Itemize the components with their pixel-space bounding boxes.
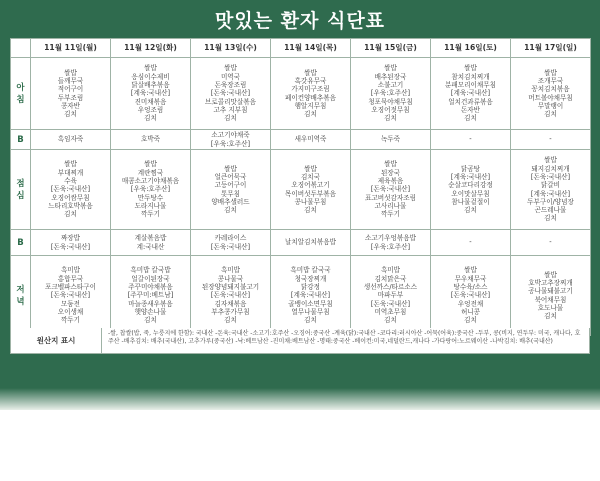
menu-table [10,38,591,336]
menu-cell: 쌀밥 호박고추장찌개 공나물돼불고기 북어채무침 호도나물 김치 [511,256,591,336]
origin-label: 원산지 표시 [11,328,102,353]
day-header: 11월 12일(화) [111,39,191,58]
menu-cell: 짜장밥 [돈육:국내산] [31,230,111,256]
menu-cell: 쌀밥 혹갓유무국 가지미구조림 페이컨양배추볶음 햄알지무침 김치 [271,58,351,130]
menu-cell: 소고기야채죽 [우육:호주산] [191,130,271,150]
menu-cell: 쌀밥 얼큰어묵국 고등어구이 톳무침 양배추샐러드 김치 [191,150,271,230]
menu-cell: 쌀밥 김치국 오징어볶고기 목이버섯두부볶음 콩나물무침 김치 [271,150,351,230]
menu-cell: - [511,230,591,256]
menu-cell: 쌀밥 배추된장국 소불고기 [우육:호주산] 청포묵야채무침 오징어젓무침 김치 [351,58,431,130]
menu-cell: 쌀밥 무우채무국 탕수육/소스 [돈육:국내산] 우엉전채 허니콩 김치 [431,256,511,336]
menu-cell: 쌀밥 조개무국 꽁치김치볶음 머트볼야채무침 무말랭이 김치 [511,58,591,130]
menu-cell: - [431,230,511,256]
menu-cell: 흑미밥 칼국국 청국장찌개 닭강정 [계육:국내산] 골뱅이소면무침 열무나물무침 김치 [271,256,351,336]
meal-row-breakfast [11,58,591,130]
menu-cell: 흑미밥 칼국밥 얼갈이된장국 주꾸미야채볶음 [주꾸미:베트남] 마늘종새우볶음 햇양손나물 김치 [111,256,191,336]
corner-cell [11,39,31,58]
menu-cell: 흑미밥 콩나물국 된장양념돼지불고기 [돈육:국내산] 김자채볶음 부추콩가무침 김치 [191,256,271,336]
menu-cell: 쌀밥 돼지김치찌개 [돈육:국내산] 닭갈비 [계육:국내산] 두부구이/양념장 곤드레나물 김치 [511,150,591,230]
day-header-row [11,39,591,58]
page-bottom [0,410,600,481]
menu-cell: 쌀밥 계란찜국 매콤소고기야채볶음 [우육:호주산] 만두탕수 도라지나물 깍두기 [111,150,191,230]
menu-cell: 계살볶음밥 계:국내산 [111,230,191,256]
day-header: 11월 17일(일) [511,39,591,58]
menu-cell: 흑임자죽 [31,130,111,150]
day-header: 11월 15일(금) [351,39,431,58]
meal-row-lunch [11,150,591,230]
menu-cell: 녹두죽 [351,130,431,150]
meal-label: B [11,130,31,150]
menu-cell: 쌀밥 참치김치찌개 분패모리이채무침 [계육:국내산] 얼치건과류볶음 돈자반 김치 [431,58,511,130]
menu-cell: 새우미역죽 [271,130,351,150]
meal-row-dinner [11,256,591,336]
meal-label: 저 녁 [11,256,31,336]
menu-cell: 카레라이스 [돈육:국내산] [191,230,271,256]
menu-cell: 쌀밥 응심이수제비 닭살배추볶음 [계육:국내산] 진미채볶음 우엉조림 김치 [111,58,191,130]
menu-cell: 소고기우엉볶음밥 [우육:호주산] [351,230,431,256]
menu-cell: - [431,130,511,150]
menu-cell: 쌀밥 미역국 돈육장조림 [돈육:국내산] 브로콜리맛살볶음 고추 지부침 김치 [191,58,271,130]
menu-cell: - [511,130,591,150]
day-header: 11월 16일(토) [431,39,511,58]
day-header: 11월 11일(월) [31,39,111,58]
menu-sheet [10,38,590,354]
origin-text: -쌀, 찹쌀(밥, 죽, 누룽지에 한함): 국내산 -돈육:국내산 -소고기:호주산 -오징어:중국산 -계육(닭):국내산 -코다리:러시아산 -어묵(어육):중국산 -두부, 콩(비지, 연두부: 미국, 캐나다, 호주산 -배추김치: 배추(국내산), 고추가루(중국산) -낙:베트남산 -진미채:베트남산 -명태:중국산 -베이컨:미국,네덜란드,캐나다 -가다랑어:노르웨이산 -나박김치: 배추(국내산) [108,330,581,346]
menu-cell: 흑미밥 홍합무국 포크벨파스타구이 [돈육:국내산] 모둠전 오이생채 깍두기 [31,256,111,336]
meal-label: 점 심 [11,150,31,230]
meal-row-snack-pm [11,230,591,256]
day-header: 11월 13일(수) [191,39,271,58]
menu-cell: 호박죽 [111,130,191,150]
menu-cell: 쌀밥 된장국 제육볶음 [돈육:국내산] 표고버섯감자조림 고사리나물 깍두기 [351,150,431,230]
origin-section [10,328,590,354]
meal-label: 아 침 [11,58,31,130]
page-title: 맛있는 환자 식단표 [214,10,386,32]
meal-label: B [11,230,31,256]
menu-cell: 쌀밥 들깨무국 적어구이 두부조림 콩자반 김치 [31,58,111,130]
menu-cell: 쌀밥 부대찌개 수육 [돈육:국내산] 오징어쌈무침 느타리호박볶음 김치 [31,150,111,230]
menu-cell: 날치알김치볶음밥 [271,230,351,256]
menu-cell: 흑미밥 김치맑은국 생선까스/타르소스 마파두부 [돈육:국내산] 미역초무침 김치 [351,256,431,336]
day-header: 11월 14일(목) [271,39,351,58]
menu-cell: 닭곰탕 [계육:국내산] 순살코다리강정 오이맛살무침 참나물겉절이 김치 [431,150,511,230]
meal-row-snack-am [11,130,591,150]
